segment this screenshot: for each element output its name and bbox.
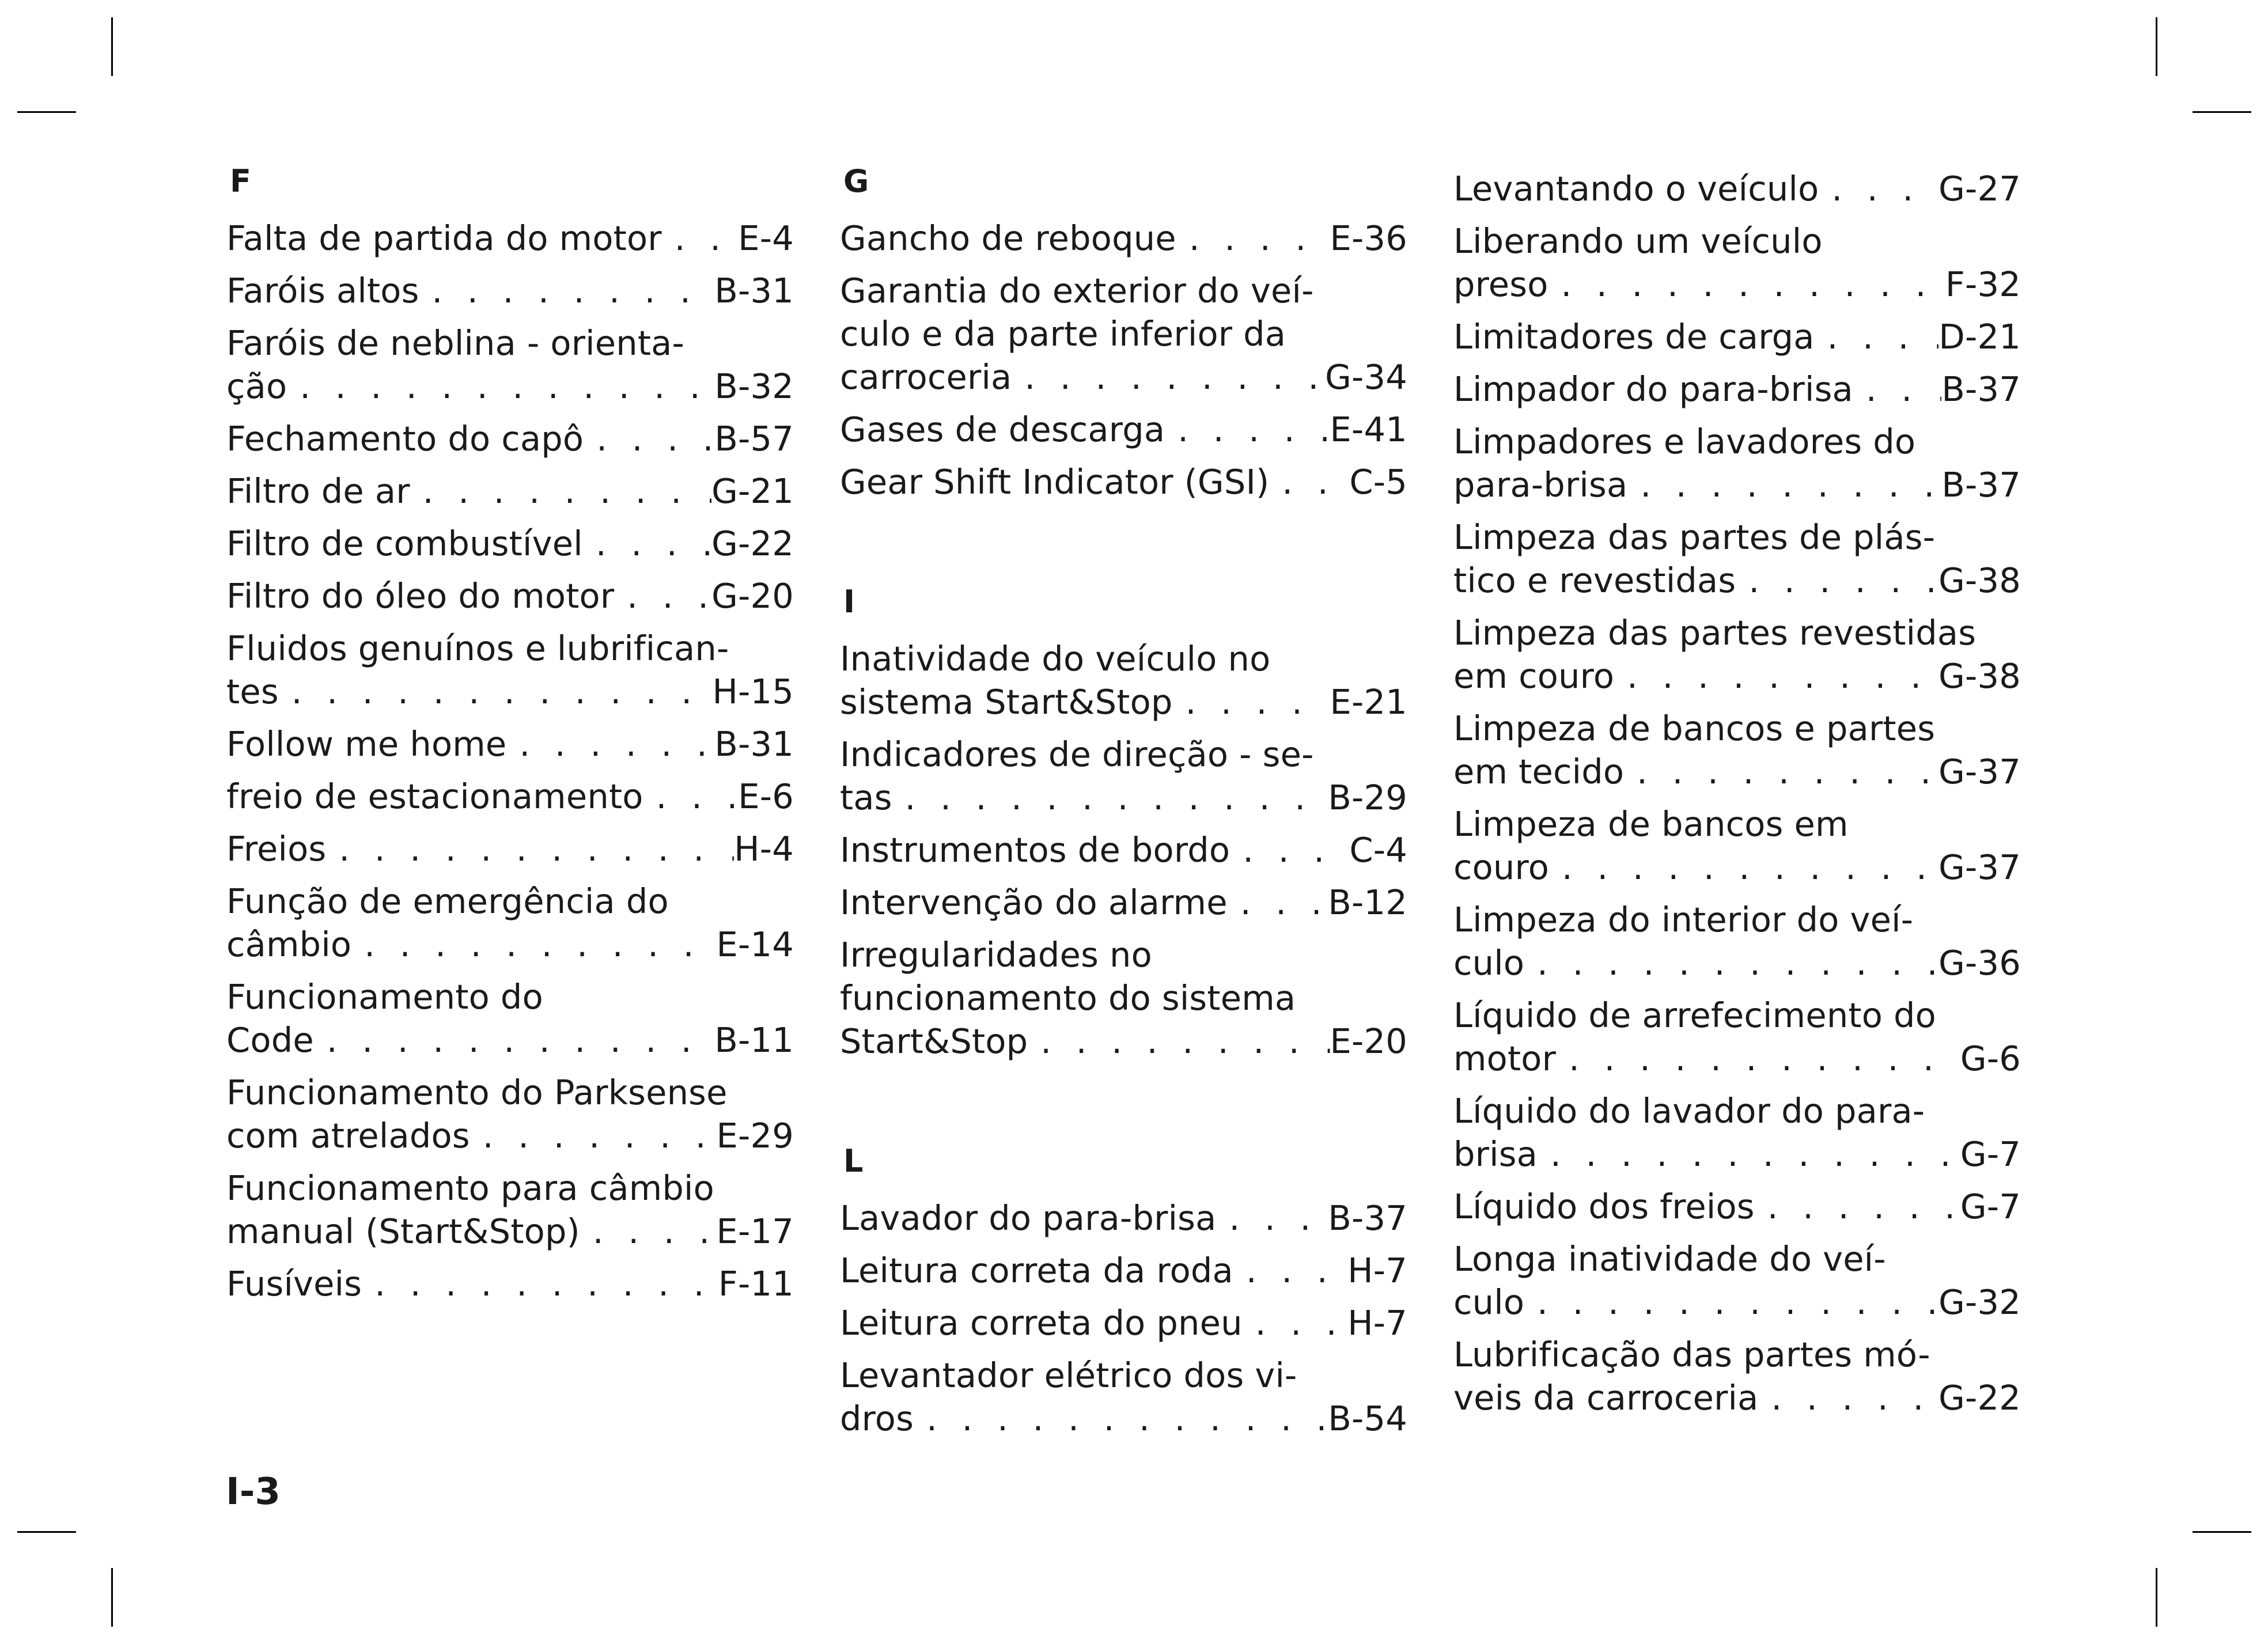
entry-page-ref: H-4	[734, 829, 794, 869]
entry-page-ref: B-29	[1328, 778, 1407, 817]
entry-text: Limpeza do interior do veí-	[1453, 900, 1914, 940]
entry-text: Funcionamento do Parksense	[226, 1073, 728, 1112]
entry-page-ref: E-20	[1330, 1021, 1407, 1061]
entry-row	[1453, 846, 2021, 889]
index-entry	[1453, 516, 2021, 602]
index-entry	[226, 1262, 794, 1305]
section-letter: G	[843, 163, 869, 199]
entry-row	[226, 574, 794, 618]
section-letter: F	[230, 163, 251, 199]
entry-page-ref: G-7	[1960, 1187, 2021, 1226]
entry-text: Start&Stop	[840, 1021, 1028, 1061]
dot-leader	[1243, 1301, 1347, 1344]
entry-text: Fusíveis	[226, 1264, 362, 1304]
entry-page-ref: H-15	[712, 672, 794, 711]
entry-row	[226, 522, 794, 565]
entry-page-ref: E-14	[716, 925, 794, 964]
entry-row	[1453, 1376, 2021, 1419]
entry-page-ref: B-11	[714, 1020, 794, 1060]
entry-text: Gear Shift Indicator (GSI)	[840, 462, 1270, 502]
entry-text: Limpeza das partes revestidas	[1453, 613, 1977, 653]
entry-text: Levantador elétrico dos vi-	[840, 1355, 1297, 1395]
entry-text: Líquido do lavador do para-	[1453, 1091, 1925, 1131]
index-entry	[840, 933, 1407, 1063]
index-entry	[1453, 1333, 2021, 1419]
entry-text: Intervenção do alarme	[840, 882, 1228, 922]
entry-row	[1453, 1132, 2021, 1176]
index-entry	[226, 827, 794, 870]
entry-page-ref: G-20	[711, 576, 794, 616]
dot-leader	[914, 1397, 1328, 1440]
entry-text: Limpeza de bancos e partes	[1453, 709, 1936, 748]
entry-page-ref: C-5	[1349, 462, 1407, 502]
dot-leader	[362, 1262, 718, 1305]
entry-page-ref: H-7	[1347, 1251, 1407, 1290]
entry-page-ref: G-37	[1938, 752, 2021, 791]
entry-text: Filtro de combustível	[226, 524, 583, 563]
entry-text: culo	[1453, 1282, 1525, 1322]
index-entry	[226, 1071, 794, 1157]
dot-leader	[314, 1018, 715, 1062]
entry-page-ref: G-21	[711, 471, 794, 511]
dot-leader	[1736, 559, 1938, 602]
entry-text: câmbio	[226, 925, 352, 964]
index-entry	[226, 775, 794, 818]
entry-row	[1453, 263, 2021, 306]
entry-row	[226, 1210, 794, 1253]
entry-text: motor	[1453, 1039, 1557, 1078]
entry-row	[226, 365, 794, 408]
entry-page-ref: C-4	[1349, 830, 1407, 870]
entry-text: Limpadores e lavadores do	[1453, 422, 1916, 461]
crop-mark	[111, 17, 113, 76]
entry-text: Limpeza de bancos em	[1453, 804, 1849, 844]
entry-text: Função de emergência do	[226, 881, 669, 921]
dot-leader	[1269, 460, 1349, 503]
entry-text: Filtro de ar	[226, 471, 410, 511]
entry-row	[840, 1249, 1407, 1292]
index-entry	[226, 574, 794, 618]
index-entry	[840, 217, 1407, 260]
entry-row	[1453, 941, 2021, 984]
dot-leader	[1548, 263, 1945, 306]
entry-text: Faróis altos	[226, 271, 419, 310]
entry-page-ref: E-29	[716, 1116, 794, 1156]
entry-page-ref: B-32	[714, 366, 794, 406]
dot-leader	[287, 365, 714, 408]
entry-page-ref: B-12	[1328, 882, 1407, 922]
page-number: I-3	[226, 1471, 281, 1513]
entry-text: tes	[226, 672, 279, 711]
entry-page-ref: G-38	[1938, 560, 2021, 600]
entry-page-ref: G-22	[1938, 1378, 2021, 1418]
entry-row	[226, 1114, 794, 1157]
entry-row	[226, 775, 794, 818]
entry-row	[226, 827, 794, 870]
dot-leader	[1524, 941, 1938, 984]
entry-text: Gases de descarga	[840, 410, 1165, 449]
entry-text: Lubrificação das partes mó-	[1453, 1335, 1930, 1374]
index-entry	[226, 522, 794, 565]
entry-text: Líquido de arrefecimento do	[1453, 995, 1936, 1035]
entry-row	[840, 1196, 1407, 1240]
index-entry	[1453, 420, 2021, 506]
dot-leader	[1755, 1185, 1960, 1228]
dot-leader	[1165, 408, 1330, 451]
index-entry	[840, 733, 1407, 819]
index-column-1	[226, 156, 794, 1315]
index-entry	[226, 269, 794, 312]
entry-page-ref: H-7	[1347, 1303, 1407, 1343]
entry-row	[1453, 1185, 2021, 1228]
entry-page-ref: G-6	[1960, 1039, 2021, 1078]
entry-row	[840, 1397, 1407, 1440]
entry-text: Fechamento do capô	[226, 419, 584, 459]
entry-page-ref: E-4	[738, 218, 794, 258]
index-entry	[1453, 1237, 2021, 1324]
dot-leader	[1549, 846, 1938, 889]
entry-row	[226, 217, 794, 260]
index-entry	[1453, 167, 2021, 210]
index-column-2	[840, 156, 1407, 1449]
dot-leader	[1176, 217, 1330, 260]
entry-text: Code	[226, 1020, 314, 1060]
entry-row	[226, 923, 794, 966]
dot-leader	[1614, 654, 1938, 698]
entry-text: em tecido	[1453, 752, 1625, 791]
index-entry	[226, 417, 794, 460]
entry-text: Liberando um veículo	[1453, 221, 1823, 261]
entry-row	[840, 1020, 1407, 1063]
entry-page-ref: B-31	[714, 271, 794, 310]
dot-leader	[892, 776, 1328, 819]
entry-text: Gancho de reboque	[840, 218, 1176, 258]
entry-page-ref: G-32	[1938, 1282, 2021, 1322]
entry-page-ref: G-38	[1938, 656, 2021, 696]
entry-text: Lavador do para-brisa	[840, 1198, 1217, 1238]
entry-text: Líquido dos freios	[1453, 1187, 1755, 1226]
dot-leader	[410, 469, 711, 513]
dot-leader	[643, 775, 739, 818]
crop-mark	[2193, 1531, 2251, 1533]
entry-row	[840, 776, 1407, 819]
index-entry	[1453, 315, 2021, 358]
index-entry	[226, 880, 794, 966]
entry-page-ref: F-32	[1945, 264, 2021, 304]
entry-text: preso	[1453, 264, 1548, 304]
entry-page-ref: G-27	[1938, 169, 2021, 209]
entry-page-ref: G-7	[1960, 1134, 2021, 1174]
entry-row	[226, 269, 794, 312]
index-entry	[226, 975, 794, 1062]
entry-row	[1453, 654, 2021, 698]
entry-row	[840, 1301, 1407, 1344]
index-entry	[840, 881, 1407, 924]
entry-text: Leitura correta da roda	[840, 1251, 1233, 1290]
entry-page-ref: E-41	[1330, 410, 1407, 449]
entry-row	[1453, 368, 2021, 411]
entry-row	[1453, 463, 2021, 506]
entry-text: manual (Start&Stop)	[226, 1211, 580, 1251]
index-entry	[1453, 219, 2021, 306]
crop-mark	[17, 1531, 76, 1533]
section-gap	[840, 1072, 1407, 1135]
entry-text: Limitadores de carga	[1453, 317, 1815, 357]
entry-page-ref: E-36	[1330, 218, 1407, 258]
dot-leader	[580, 1210, 717, 1253]
entry-page-ref: B-37	[1941, 369, 2021, 409]
dot-leader	[1230, 828, 1349, 872]
index-entry	[226, 321, 794, 408]
index-entry	[1453, 898, 2021, 984]
entry-text: Indicadores de direção - se-	[840, 734, 1314, 774]
dot-leader	[1758, 1376, 1938, 1419]
crop-mark	[17, 111, 76, 113]
entry-text: Fluidos genuínos e lubrifican-	[226, 628, 729, 668]
index-entry	[226, 217, 794, 260]
entry-text: Falta de partida do motor	[226, 218, 662, 258]
dot-leader	[419, 269, 715, 312]
crop-mark	[2193, 111, 2251, 113]
entry-page-ref: B-54	[1328, 1399, 1407, 1438]
dot-leader	[614, 574, 711, 618]
index-entry	[1453, 994, 2021, 1080]
entry-text: veis da carroceria	[1453, 1378, 1759, 1418]
entry-text: com atrelados	[226, 1116, 470, 1156]
entry-text: Instrumentos de bordo	[840, 830, 1230, 870]
crop-mark	[2156, 1568, 2157, 1627]
index-entry	[1453, 611, 2021, 698]
dot-leader	[1524, 1281, 1938, 1324]
dot-leader	[326, 827, 734, 870]
entry-row	[226, 1262, 794, 1305]
entry-text: Irregularidades no	[840, 935, 1152, 975]
entry-page-ref: E-6	[738, 776, 794, 816]
entry-row	[1453, 1281, 2021, 1324]
entry-row	[840, 408, 1407, 451]
index-entry	[840, 1196, 1407, 1240]
entry-page-ref: D-21	[1938, 317, 2021, 357]
entry-row	[840, 828, 1407, 872]
entry-text: Limpeza das partes de plás-	[1453, 517, 1936, 557]
index-entry	[1453, 707, 2021, 793]
entry-row	[840, 217, 1407, 260]
entry-page-ref: G-34	[1325, 357, 1407, 397]
dot-leader	[1853, 368, 1941, 411]
entry-text: para-brisa	[1453, 465, 1628, 505]
index-entry	[226, 1166, 794, 1253]
entry-row	[1453, 315, 2021, 358]
index-entry	[1453, 1089, 2021, 1176]
entry-row	[840, 680, 1407, 723]
entry-row	[840, 355, 1407, 399]
entry-text: Follow me home	[226, 724, 507, 764]
dot-leader	[1624, 750, 1938, 793]
entry-page-ref: G-37	[1938, 847, 2021, 887]
entry-text: brisa	[1453, 1134, 1538, 1174]
dot-leader	[1627, 463, 1941, 506]
dot-leader	[1815, 315, 1939, 358]
entry-row	[840, 460, 1407, 503]
index-entry	[840, 269, 1407, 399]
entry-page-ref: B-57	[714, 419, 794, 459]
entry-text: culo	[1453, 943, 1525, 983]
dot-leader	[1028, 1020, 1330, 1063]
entry-page-ref: G-36	[1938, 943, 2021, 983]
dot-leader	[1233, 1249, 1347, 1292]
entry-page-ref: B-37	[1328, 1198, 1407, 1238]
dot-leader	[1228, 881, 1328, 924]
entry-text: tico e revestidas	[1453, 560, 1736, 600]
entry-text: Levantando o veículo	[1453, 169, 1819, 209]
crop-mark	[2156, 17, 2157, 76]
entry-text: Funcionamento do	[226, 977, 543, 1017]
dot-leader	[1012, 355, 1325, 399]
entry-row	[1453, 167, 2021, 210]
dot-leader	[470, 1114, 717, 1157]
dot-leader	[583, 522, 711, 565]
entry-text: Longa inatividade do veí-	[1453, 1239, 1886, 1279]
entry-page-ref: B-37	[1941, 465, 2021, 505]
entry-row	[226, 417, 794, 460]
index-entry	[1453, 802, 2021, 889]
entry-text: freio de estacionamento	[226, 776, 643, 816]
entry-row	[1453, 750, 2021, 793]
section-letter: I	[843, 584, 855, 620]
dot-leader	[662, 217, 739, 260]
dot-leader	[1819, 167, 1938, 210]
entry-text: Filtro do óleo do motor	[226, 576, 615, 616]
dot-leader	[279, 670, 713, 713]
entry-row	[840, 881, 1407, 924]
entry-text: couro	[1453, 847, 1549, 887]
entry-text: carroceria	[840, 357, 1012, 397]
entry-text: ção	[226, 366, 287, 406]
entry-row	[226, 469, 794, 513]
index-entry	[1453, 1185, 2021, 1228]
dot-leader	[1556, 1037, 1960, 1080]
entry-text: funcionamento do sistema	[840, 978, 1296, 1018]
entry-text: culo e da parte inferior da	[840, 314, 1286, 354]
entry-text: Limpador do para-brisa	[1453, 369, 1853, 409]
dot-leader	[351, 923, 716, 966]
entry-row	[226, 1018, 794, 1062]
entry-row	[226, 670, 794, 713]
section-gap	[840, 513, 1407, 576]
entry-row	[226, 722, 794, 766]
index-entry	[840, 408, 1407, 451]
entry-text: tas	[840, 778, 892, 817]
entry-text: Funcionamento para câmbio	[226, 1168, 714, 1208]
entry-row	[1453, 559, 2021, 602]
section-letter: L	[843, 1143, 864, 1179]
entry-page-ref: F-11	[718, 1264, 794, 1304]
index-entry	[1453, 368, 2021, 411]
index-column-3	[1453, 167, 2021, 1429]
entry-page-ref: G-22	[711, 524, 794, 563]
dot-leader	[1538, 1132, 1960, 1176]
dot-leader	[584, 417, 714, 460]
index-entry	[840, 460, 1407, 503]
entry-text: Faróis de neblina - orienta-	[226, 323, 685, 363]
entry-text: Leitura correta do pneu	[840, 1303, 1243, 1343]
index-entry	[840, 1249, 1407, 1292]
entry-page-ref: B-31	[714, 724, 794, 764]
index-entry	[226, 722, 794, 766]
index-entry	[840, 637, 1407, 723]
index-entry	[840, 1301, 1407, 1344]
entry-page-ref: E-17	[716, 1211, 794, 1251]
entry-text: Freios	[226, 829, 327, 869]
index-entry	[840, 1354, 1407, 1440]
index-entry	[226, 469, 794, 513]
entry-text: Garantia do exterior do veí-	[840, 271, 1314, 310]
entry-page-ref: E-21	[1330, 682, 1407, 722]
entry-text: em couro	[1453, 656, 1615, 696]
dot-leader	[506, 722, 714, 766]
entry-text: Inatividade do veículo no	[840, 639, 1271, 679]
entry-text: sistema Start&Stop	[840, 682, 1173, 722]
dot-leader	[1216, 1196, 1328, 1240]
dot-leader	[1173, 680, 1330, 723]
index-entry	[226, 627, 794, 713]
index-entry	[840, 828, 1407, 872]
crop-mark	[111, 1568, 113, 1627]
entry-row	[1453, 1037, 2021, 1080]
entry-text: dros	[840, 1399, 914, 1438]
